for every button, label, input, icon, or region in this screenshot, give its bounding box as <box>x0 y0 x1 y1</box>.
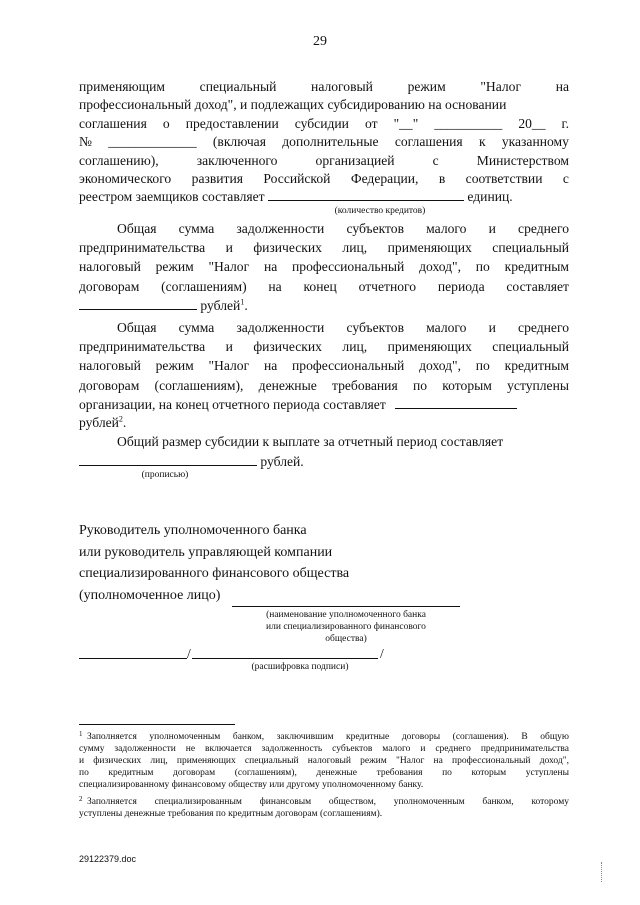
signature-decoding-blank[interactable] <box>192 658 378 659</box>
para1-word: экономического <box>79 171 172 186</box>
para2-line: налоговый режим "Налог на профессиональный доход", по кредитным <box>79 259 569 275</box>
credits-count-blank[interactable] <box>268 188 464 201</box>
assigned-debt-blank[interactable] <box>395 396 517 409</box>
footnote-1-line: Заполняется уполномоченным банком, заключившим кредитные договоры (соглашения). В общую <box>87 732 569 742</box>
para3-line: договорам (соглашениям), денежные требования по которым уступлены <box>79 377 569 393</box>
para1-word: указанному <box>501 134 569 150</box>
para1-word: к <box>478 134 486 150</box>
para1-word: __________ <box>434 115 503 131</box>
para3-line-5: организации, на конец отчетного периода составляет <box>79 396 517 414</box>
para1-line <box>79 78 569 96</box>
para1-word: № <box>79 134 92 150</box>
para1-word: от <box>364 115 378 131</box>
margin-mark <box>601 862 603 882</box>
para3-line: Общая сумма задолженности субъектов малого и среднего <box>117 320 569 335</box>
para3-last-line: рублей$^2$. <box>79 414 127 430</box>
para1-word: о <box>162 115 170 131</box>
para1-word: организацией <box>315 152 395 168</box>
para1-word: "Налог <box>480 79 522 94</box>
footnote-2-mark: 2 <box>79 795 83 803</box>
para1-word: соглашению), <box>79 152 159 168</box>
para1-word: налоговый <box>311 79 373 94</box>
footnote-1-line: сумму задолженности не включается задолженность субъектов малого и среднего предпринимательства <box>79 744 569 754</box>
footnote-1-line: специализированному финансовому обществу или другому уполномоченному банку. <box>79 780 424 790</box>
para2-last-line: рублей$^1$. <box>79 297 248 315</box>
para1-word: режим <box>407 79 446 94</box>
para1-word: соответствии <box>465 171 543 186</box>
para2-line: Общая сумма задолженности субъектов малого и среднего <box>117 221 569 236</box>
signature-slash-2: / <box>380 646 384 661</box>
org-name-blank[interactable] <box>232 606 460 607</box>
para3-line: налоговый режим "Налог на профессиональный доход", по кредитным <box>79 358 569 374</box>
para1-word: применяющим <box>79 79 166 94</box>
footnote-separator <box>79 724 235 725</box>
para1-last-line: реестром заемщиков составляет единиц. <box>79 189 513 204</box>
para1-word: Федерации, <box>350 171 419 186</box>
signatory-line: (уполномоченное лицо) <box>79 587 221 603</box>
caption-credits: (количество кредитов) <box>334 206 426 216</box>
para1-word: г. <box>561 115 569 131</box>
footnote-2-line: уступлены денежные требования по кредитным договорам (соглашениям). <box>79 809 383 819</box>
para1-word: 20__ <box>518 115 546 131</box>
para1-word: соглашения <box>394 134 463 150</box>
footnote-1-line: и физических лиц, применяющих специальный налоговый режим "Налог на профессиональный доход", <box>79 756 569 766</box>
caption-signature: (расшифровка подписи) <box>251 662 349 672</box>
para2-line: договорам (соглашениям) на конец отчетного периода составляет <box>79 278 569 294</box>
para2-line: предпринимательства и физических лиц, применяющих специальный <box>79 240 569 256</box>
footnote-1-mark: 1 <box>79 730 83 738</box>
para1-word: профессиональный доход", и подлежащих субсидированию на основании <box>79 97 507 113</box>
para1-word: Российской <box>263 171 331 186</box>
para1-word: с <box>432 152 439 168</box>
para1-word: Министерством <box>476 152 569 168</box>
para1-line <box>79 115 569 133</box>
caption-org-line: (наименование уполномоченного банка <box>266 610 426 620</box>
para1-line <box>79 170 569 188</box>
footnote-1-line: по кредитным договорам (соглашениям), денежные требования по которым уступлены <box>79 768 569 778</box>
para3-line: предпринимательства и физических лиц, применяющих специальный <box>79 339 569 355</box>
para1-word: специальный <box>199 79 277 94</box>
subsidy-amount-blank[interactable] <box>79 453 257 466</box>
para4-line: Общий размер субсидии к выплате за отчетный период составляет <box>117 434 504 449</box>
para1-line <box>79 133 569 151</box>
para1-word: "__" <box>393 115 419 131</box>
signatory-line: специализированного финансового общества <box>79 566 350 582</box>
para1-word: в <box>438 171 446 186</box>
para1-line <box>79 96 569 114</box>
para1-word: _____________ <box>108 134 197 150</box>
para1-word: предоставлении <box>185 115 279 131</box>
para1-word: соглашения <box>79 115 147 131</box>
signature-blank[interactable] <box>79 658 187 659</box>
caption-words: (прописью) <box>141 470 189 480</box>
para1-word: на <box>555 79 569 94</box>
caption-org-line: или специализированного финансового <box>266 622 426 632</box>
para1-word: субсидии <box>294 115 349 131</box>
signature-slash-1: / <box>187 646 191 661</box>
signatory-line: Руководитель уполномоченного банка <box>79 523 307 538</box>
debt-amount-blank[interactable] <box>79 297 197 310</box>
page-number: 29 <box>313 34 327 49</box>
footnote-2-line: Заполняется специализированным финансовым обществом, уполномоченным банком, которому <box>87 797 569 807</box>
para1-line <box>79 152 569 170</box>
signatory-line: или руководитель управляющей компании <box>79 544 333 560</box>
para1-word: развития <box>191 171 244 186</box>
caption-org-line: общества) <box>325 634 367 644</box>
para4-last-line: рублей. <box>79 453 304 471</box>
para1-word: дополнительные <box>282 134 379 150</box>
para1-word: с <box>562 171 569 186</box>
para1-word: заключенного <box>196 152 278 168</box>
document-code: 29122379.doc <box>79 854 137 864</box>
para1-word: (включая <box>212 134 266 150</box>
